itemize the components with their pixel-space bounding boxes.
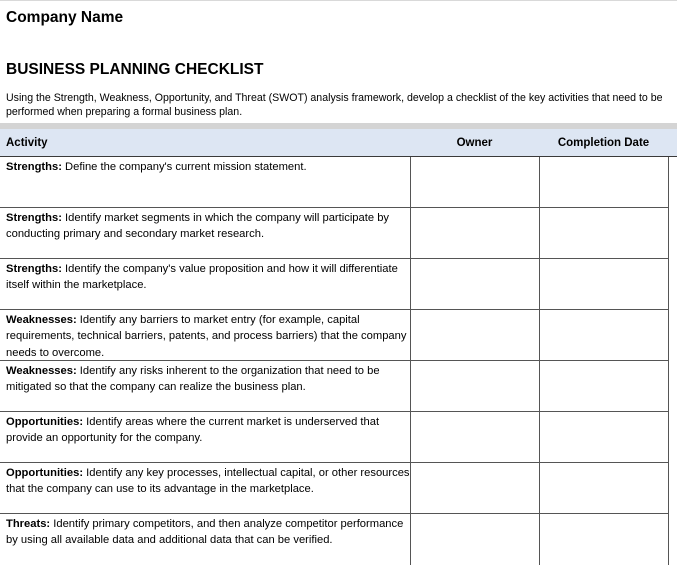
activity-category: Weaknesses: [6,365,77,377]
activity-text: Identify market segments in which the company will participate by conducting primary and secondary market research. [6,212,390,241]
page-title: BUSINESS PLANNING CHECKLIST [6,61,264,78]
table-row [0,412,677,463]
owner-cell[interactable] [410,412,539,463]
column-header-activity: Activity [6,137,48,149]
owner-cell[interactable] [410,208,539,259]
activity-cell[interactable] [6,159,410,175]
activity-cell[interactable] [6,414,410,447]
completion-date-cell[interactable] [539,463,669,514]
activity-cell[interactable] [6,363,410,396]
intro-text: Using the Strength, Weakness, Opportunity, and Threat (SWOT) analysis framework, develop a checklist of the key activities that need to be performed when preparing a formal business plan. [6,92,663,118]
checklist-table [0,157,677,565]
owner-cell[interactable] [410,157,539,208]
top-divider [0,0,677,1]
activity-text: Identify any barriers to market entry (for example, capital requirements, technical barriers, patents, and process barriers) that the company needs to overcome. [6,314,407,359]
column-header-owner: Owner [456,137,493,149]
table-row [0,463,677,514]
activity-text: Identify primary competitors, and then analyze competitor performance by using all available data and additional data that can be verified. [6,518,404,547]
table-row [0,259,677,310]
completion-date-cell[interactable] [539,514,669,565]
activity-cell[interactable] [6,210,410,243]
activity-text: Define the company's current mission statement. [61,161,307,173]
activity-category: Strengths: [6,263,62,275]
company-name[interactable]: Company Name [6,9,124,26]
table-row [0,514,677,565]
completion-date-cell[interactable] [539,361,669,412]
activity-cell[interactable] [6,312,410,361]
activity-text: Identify areas where the current market is underserved that provide an opportunity for the company. [6,416,380,445]
activity-category: Strengths: [6,212,62,224]
activity-category: Strengths: [6,161,62,173]
activity-cell[interactable] [6,261,410,294]
column-header-completion-date: Completion Date [557,137,650,149]
activity-category: Opportunities: [6,416,84,428]
activity-text: Identify the company's value proposition and how it will differentiate itself within the marketplace. [6,263,398,292]
table-row [0,157,677,208]
activity-text: Identify any risks inherent to the organization that need to be mitigated so that the company can realize the business plan. [6,365,380,394]
table-row [0,361,677,412]
activity-cell[interactable] [6,516,410,549]
completion-date-cell[interactable] [539,208,669,259]
owner-cell[interactable] [410,514,539,565]
activity-category: Opportunities: [6,467,84,479]
owner-cell[interactable] [410,361,539,412]
completion-date-cell[interactable] [539,412,669,463]
owner-cell[interactable] [410,310,539,361]
completion-date-cell[interactable] [539,310,669,361]
completion-date-cell[interactable] [539,259,669,310]
activity-category: Weaknesses: [6,314,77,326]
activity-cell[interactable] [6,465,410,498]
activity-category: Threats: [6,518,51,530]
completion-date-cell[interactable] [539,157,669,208]
table-row [0,310,677,361]
owner-cell[interactable] [410,259,539,310]
table-header [0,129,677,157]
owner-cell[interactable] [410,463,539,514]
activity-text: Identify any key processes, intellectual capital, or other resources that the company can use to its advantage in the marketplace. [6,467,410,496]
table-row [0,208,677,259]
